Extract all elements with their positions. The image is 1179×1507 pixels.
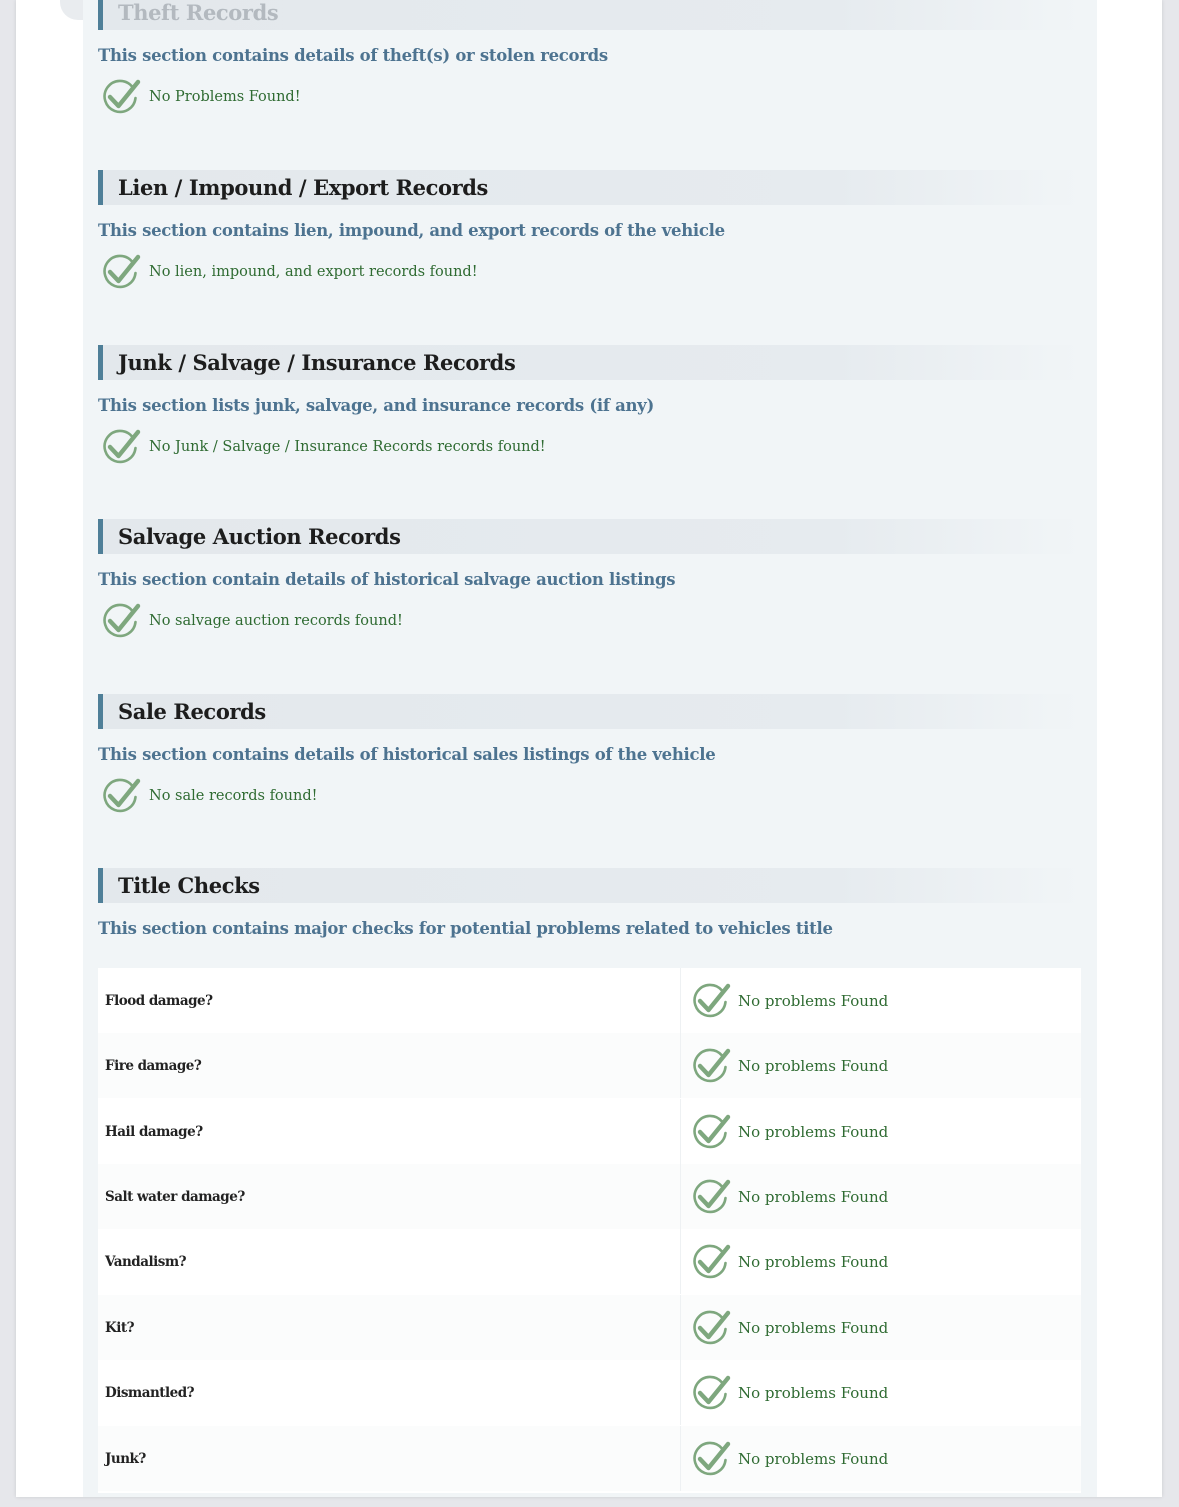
checkmark-icon: [691, 1244, 731, 1280]
section-status: [101, 603, 1081, 639]
status-text: No Junk / Salvage / Insurance Records records found!: [149, 439, 546, 455]
section-header: [98, 694, 1081, 729]
table-row: [98, 1164, 1081, 1229]
section-description: This section contains lien, impound, and export records of the vehicle: [98, 221, 725, 240]
section-status: [101, 79, 1081, 115]
section-status: [101, 429, 1081, 465]
section-title-checks: [98, 868, 1081, 938]
check-label: Dismantled?: [98, 1360, 681, 1425]
result-text: No problems Found: [738, 1187, 889, 1206]
result-text: No problems Found: [738, 1056, 889, 1075]
title-checks-table: [98, 968, 1081, 1493]
status-text: No salvage auction records found!: [149, 613, 403, 629]
section-status: [101, 254, 1081, 290]
check-label: Flood damage?: [98, 968, 681, 1033]
section-title: Theft Records: [118, 0, 279, 25]
result-text: No problems Found: [738, 991, 889, 1010]
section-junk-salvage-insurance: [98, 345, 1081, 465]
table-row: [98, 1229, 1081, 1294]
checkmark-icon: [691, 1114, 731, 1150]
check-label: Salt water damage?: [98, 1164, 681, 1229]
section-header: [98, 345, 1081, 380]
checkmark-icon: [101, 603, 141, 639]
section-salvage-auction: [98, 519, 1081, 639]
checkmark-icon: [101, 429, 141, 465]
check-result: [681, 1099, 1081, 1164]
table-row: [98, 1360, 1081, 1425]
result-text: No problems Found: [738, 1252, 889, 1271]
section-title: Salvage Auction Records: [118, 524, 401, 549]
checkmark-icon: [101, 79, 141, 115]
section-description: This section contain details of historical salvage auction listings: [98, 570, 676, 589]
check-result: [681, 1164, 1081, 1229]
table-row: [98, 1426, 1081, 1491]
section-status: [101, 778, 1081, 814]
section-lien-impound-export: [98, 170, 1081, 290]
check-result: [681, 968, 1081, 1033]
section-description: This section contains major checks for potential problems related to vehicles title: [98, 919, 833, 938]
result-text: No problems Found: [738, 1383, 889, 1402]
checkmark-icon: [691, 1375, 731, 1411]
check-result: [681, 1360, 1081, 1425]
section-header: [98, 519, 1081, 554]
table-row: [98, 1033, 1081, 1098]
status-text: No lien, impound, and export records found!: [149, 264, 478, 280]
checkmark-icon: [101, 778, 141, 814]
check-label: Fire damage?: [98, 1033, 681, 1098]
section-sale-records: [98, 694, 1081, 814]
result-text: No problems Found: [738, 1122, 889, 1141]
check-label: Kit?: [98, 1295, 681, 1360]
section-title: Title Checks: [118, 873, 260, 898]
section-theft-records: [98, 0, 1081, 115]
check-result: [681, 1229, 1081, 1294]
section-header: [98, 868, 1081, 903]
section-description: This section contains details of theft(s) or stolen records: [98, 46, 608, 65]
checkmark-icon: [691, 1441, 731, 1477]
section-title: Lien / Impound / Export Records: [118, 175, 488, 200]
checkmark-icon: [691, 1310, 731, 1346]
section-title: Sale Records: [118, 699, 266, 724]
section-description: This section lists junk, salvage, and insurance records (if any): [98, 396, 654, 415]
table-row: [98, 1295, 1081, 1360]
check-label: Vandalism?: [98, 1229, 681, 1294]
section-description: This section contains details of historical sales listings of the vehicle: [98, 745, 716, 764]
result-text: No problems Found: [738, 1318, 889, 1337]
check-label: Hail damage?: [98, 1099, 681, 1164]
section-header: [98, 0, 1081, 30]
status-text: No Problems Found!: [149, 89, 301, 105]
check-result: [681, 1426, 1081, 1491]
checkmark-icon: [691, 1179, 731, 1215]
check-result: [681, 1033, 1081, 1098]
checkmark-icon: [101, 254, 141, 290]
section-title: Junk / Salvage / Insurance Records: [118, 350, 516, 375]
status-text: No sale records found!: [149, 788, 318, 804]
check-result: [681, 1295, 1081, 1360]
table-row: [98, 968, 1081, 1033]
table-row: [98, 1099, 1081, 1164]
section-header: [98, 170, 1081, 205]
check-label: Junk?: [98, 1426, 681, 1491]
checkmark-icon: [691, 983, 731, 1019]
checkmark-icon: [691, 1048, 731, 1084]
result-text: No problems Found: [738, 1449, 889, 1468]
